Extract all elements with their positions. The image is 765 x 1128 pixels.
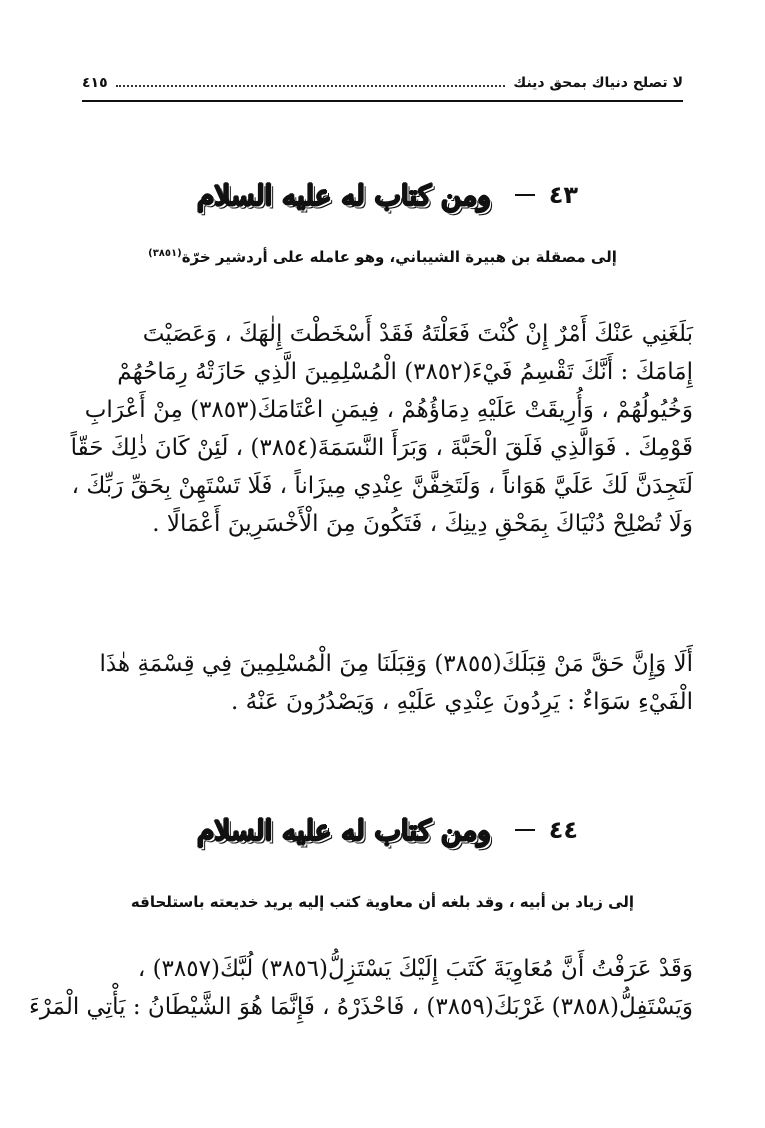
calligraphy-heading: ومن كتاب له عليه السلام <box>187 175 501 216</box>
text-line: وَلَا تُصْلِحْ دُنْيَاكَ بِمَحْقِ دِينِكَ ، فَتَكُونَ مِنَ الْأَخْسَرِينَ أَعْمَالًا . <box>152 511 693 537</box>
section-43-paragraph-1 <box>72 315 693 543</box>
section-number: ٤٣ <box>548 181 579 209</box>
page-number: ٤١٥ <box>82 75 108 91</box>
calligraphy-heading: ومن كتاب له عليه السلام <box>187 810 501 851</box>
leader-dots <box>116 85 506 87</box>
text-line: لَتَجِدَنَّ لَكَ عَلَيَّ هَوَاناً ، وَلَتَخِفَّنَّ عِنْدِي مِيزَاناً ، فَلَا تَسْتَهِنْ بِحَقِّ رَبِّكَ ، <box>71 473 693 499</box>
section-43-heading <box>0 170 765 220</box>
section-44-paragraph-1 <box>29 950 693 1026</box>
text-line: وَقَدْ عَرَفْتُ أَنَّ مُعَاوِيَةَ كَتَبَ إِلَيْكَ يَسْتَزِلُّ(٣٨٥٦) لُبَّكَ(٣٨٥٧) ، <box>137 956 693 982</box>
heading-dash <box>515 829 535 831</box>
section-44-heading <box>0 805 765 855</box>
header-rule <box>82 100 683 102</box>
text-line: قَوْمِكَ . فَوَالَّذِي فَلَقَ الْحَبَّةَ ، وَبَرَأَ النَّسَمَةَ(٣٨٥٤) ، لَئِنْ كَانَ ذٰلِكَ حَقّاً <box>70 435 693 461</box>
text-line: أَلَا وَإِنَّ حَقَّ مَنْ قِبَلَكَ(٣٨٥٥) وَقِبَلَنَا مِنَ الْمُسْلِمِينَ فِي قِسْمَةِ هٰذَا <box>99 651 693 677</box>
section-43-subtitle <box>82 248 683 274</box>
section-44-subtitle <box>82 893 683 919</box>
text-line: إِمَامَكَ : أَنَّكَ تَقْسِمُ فَيْءَ(٣٨٥٢) الْمُسْلِمِينَ الَّذِي حَازَتْهُ رِمَاحُهُمْ <box>117 359 693 385</box>
subtitle-text: إلى زياد بن أبيه ، وقد بلغه أن معاوية كتب إليه يريد خديعته باستلحاقه <box>130 893 635 911</box>
text-line: وَيَسْتَفِلُّ(٣٨٥٨) غَرْبَكَ(٣٨٥٩) ، فَاحْذَرْهُ ، فَإِنَّمَا هُوَ الشَّيْطَانُ : يَأْتِي الْمَرْءَ <box>29 994 693 1020</box>
subtitle-text: إلى مصقلة بن هبيرة الشيباني، وهو عامله على أردشير خرّة <box>181 248 617 266</box>
heading-dash <box>515 194 535 196</box>
text-line: الْفَيْءِ سَوَاءٌ : يَرِدُونَ عِنْدِي عَلَيْهِ ، وَيَصْدُرُونَ عَنْهُ . <box>231 689 693 715</box>
running-title: لا تصلح دنياك بمحق دينك <box>513 75 683 91</box>
section-number: ٤٤ <box>548 816 579 844</box>
text-line: وَخُيُولُهُمْ ، وَأُرِيقَتْ عَلَيْهِ دِمَاؤُهُمْ ، فِيمَنِ اعْتَامَكَ(٣٨٥٣) مِنْ أَعْرَابِ <box>84 397 693 423</box>
text-line: بَلَغَنِي عَنْكَ أَمْرٌ إِنْ كُنْتَ فَعَلْتَهُ فَقَدْ أَسْخَطْتَ إِلٰهَكَ ، وَعَصَيْتَ <box>142 321 693 347</box>
section-43-paragraph-2 <box>72 645 693 721</box>
footnote-ref: (٣٨٥١) <box>148 248 182 259</box>
running-header <box>82 70 683 96</box>
